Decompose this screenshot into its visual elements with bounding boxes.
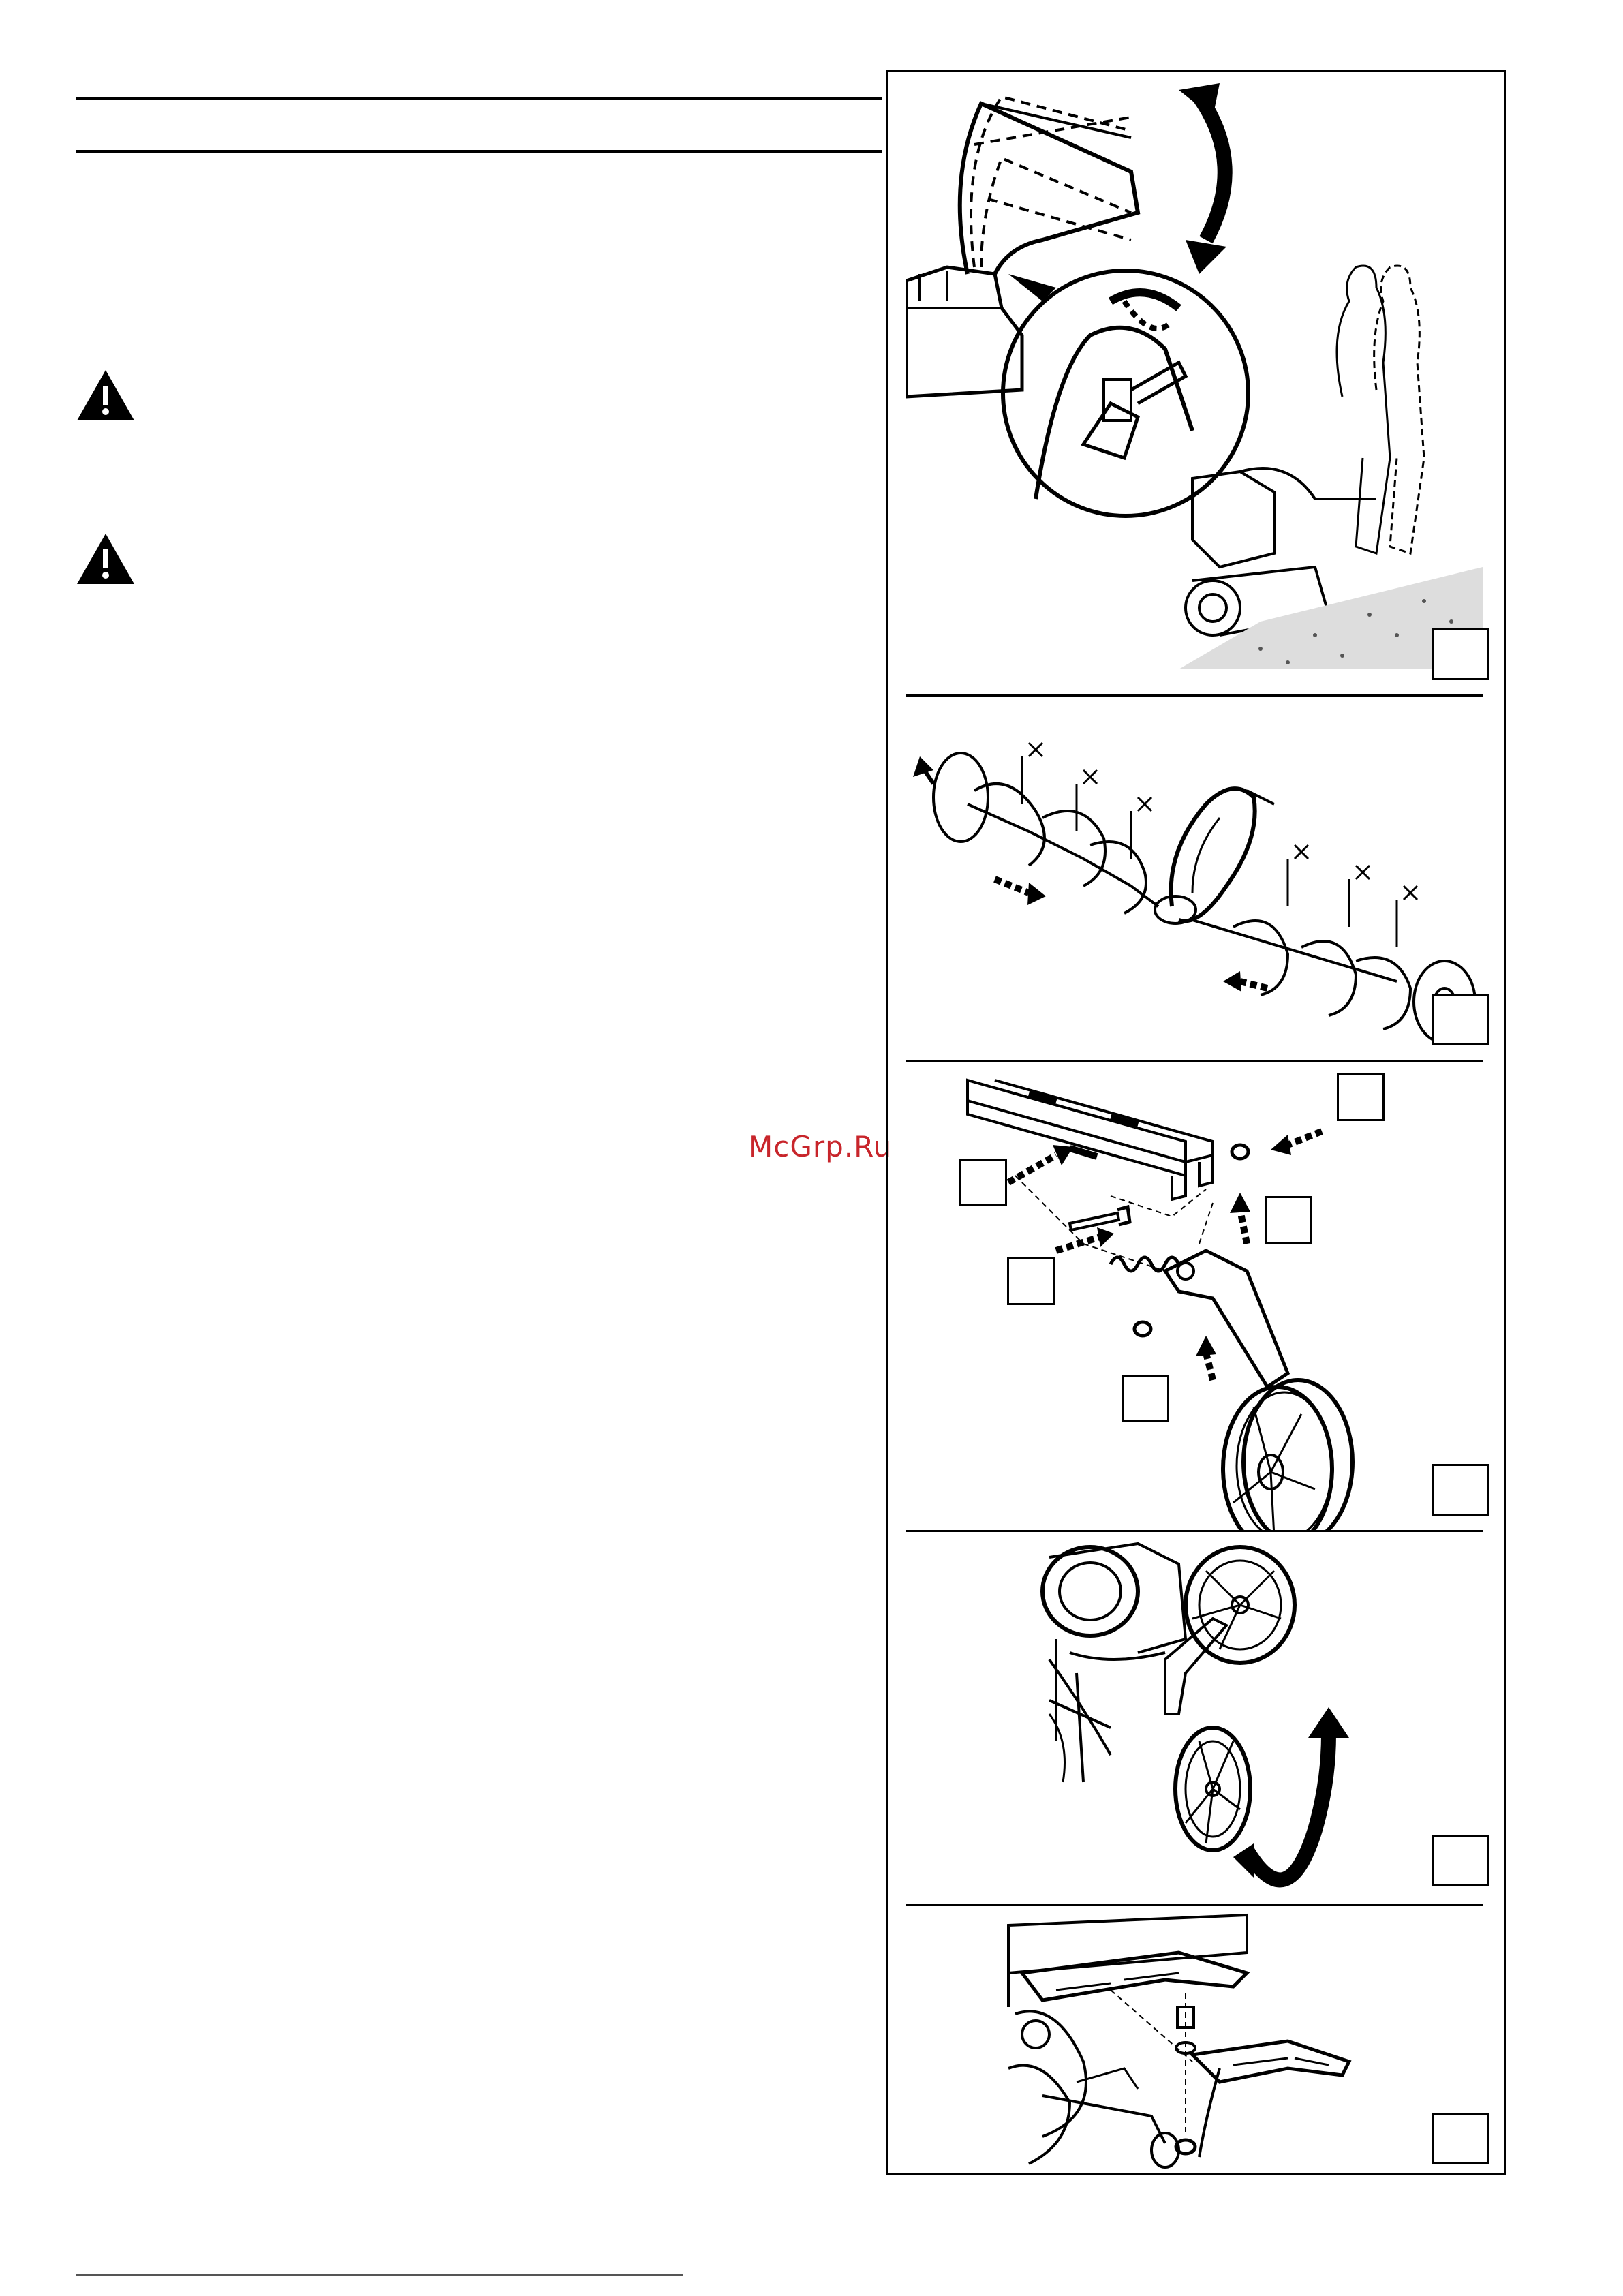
figure-number-box	[1432, 1835, 1489, 1886]
wheel-raised-figure	[906, 1537, 1483, 1901]
callout-box	[1007, 1257, 1055, 1305]
handlebar-adjustment-figure	[906, 76, 1483, 683]
tine-assembly-figure	[906, 702, 1483, 1056]
figure-number-box	[1432, 1464, 1489, 1516]
callout-box	[1337, 1073, 1385, 1121]
footer-rule	[76, 2274, 683, 2276]
warning-triangle-icon	[75, 368, 136, 423]
callout-box	[959, 1159, 1007, 1206]
callout-box	[1265, 1196, 1312, 1244]
callout-box	[1122, 1375, 1169, 1422]
header-rule-bottom	[76, 150, 882, 153]
figure-number-box	[1432, 628, 1489, 680]
figure-divider	[906, 694, 1483, 697]
watermark-text: McGrp.Ru	[748, 1130, 893, 1163]
figure-divider	[906, 1904, 1483, 1906]
warning-triangle-icon	[75, 532, 136, 586]
figure-number-box	[1432, 994, 1489, 1045]
header-rule-top	[76, 97, 882, 100]
fender-mounting-figure	[906, 1912, 1483, 2171]
transport-wheel-assembly-figure	[906, 1067, 1483, 1530]
figure-divider	[906, 1060, 1483, 1062]
figure-divider	[906, 1530, 1483, 1532]
figure-number-box	[1432, 2113, 1489, 2164]
